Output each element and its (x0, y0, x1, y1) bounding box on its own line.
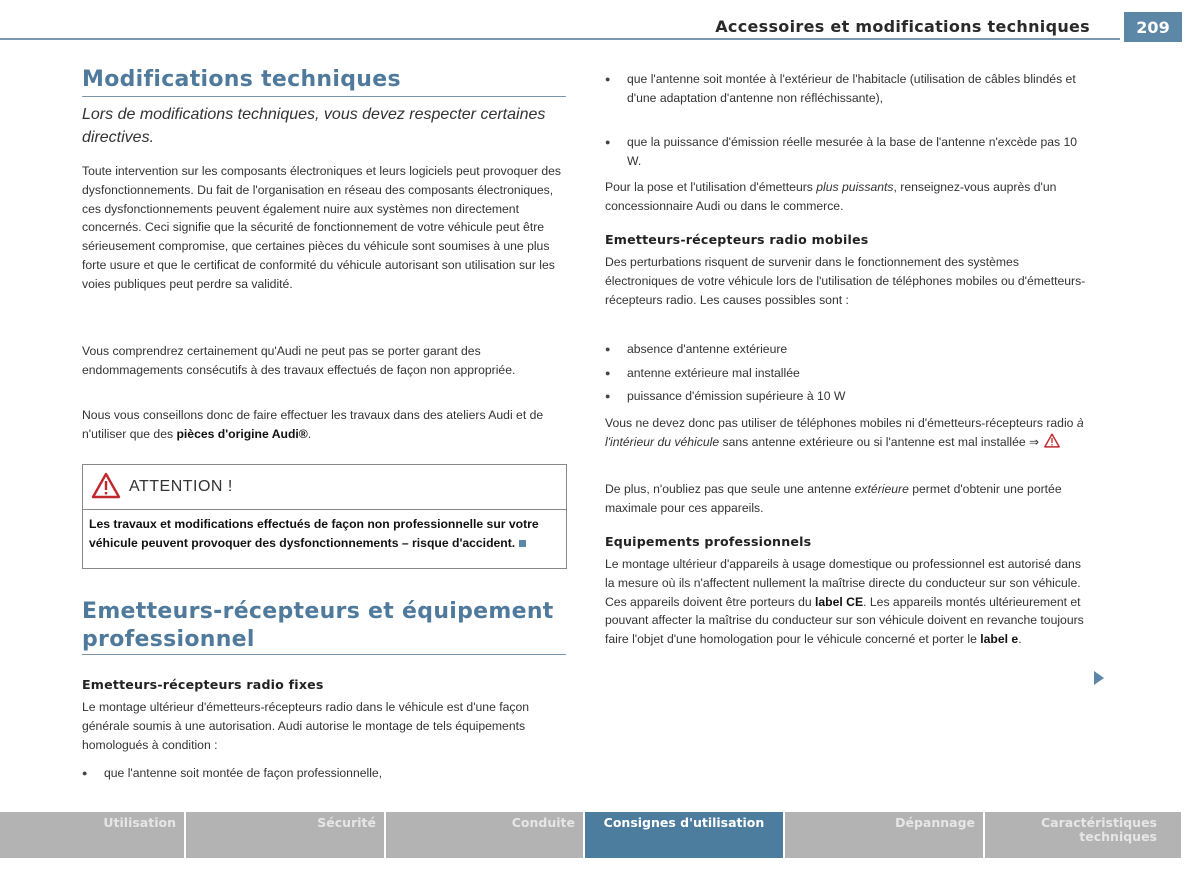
professional-c: . Les appareils montés ultérieurement et pouvant affecter la maîtrise du conducteur sur son véhicule doivent en revanche toujours faire l'objet d'une homologation pour le véhicule concerné et porter le (605, 594, 1084, 647)
paragraph-3-end: . (307, 426, 312, 441)
warning-title: ATTENTION ! (129, 478, 233, 495)
paragraph-4: Le montage ultérieur d'émetteurs-récepteurs radio dans le véhicule est d'une façon générale soumis à une autorisation. Audi autorise le montage de tels équipements homologués à condition : (82, 700, 530, 752)
external-b: permet d'obtenir une portée maximale pour ces appareils. (605, 482, 1062, 515)
tab-consignes[interactable]: Consignes d'utilisation (585, 812, 783, 858)
subheading-fixed-radio: Emetteurs-récepteurs radio fixes (82, 677, 324, 692)
dont-use-em: à l'intérieur du véhicule (605, 416, 1084, 449)
powerful-text-a: Pour la pose et l'utilisation d'émetteurs (605, 180, 817, 194)
label-e: label e (980, 632, 1019, 647)
paragraph-powerful-emitters (605, 178, 1089, 216)
paragraph-external-antenna (605, 480, 1089, 518)
page-number: 209 (1124, 12, 1182, 42)
paragraph-professional (605, 555, 1089, 649)
tab-utilisation[interactable]: Utilisation (0, 812, 184, 858)
subheading-mobile-radio: Emetteurs-récepteurs radio mobiles (605, 232, 869, 247)
section-heading-emitters: Emetteurs-récepteurs et équipement professionnel (82, 599, 554, 652)
bullet-power-limit: ● que la puissance d'émission réelle mesurée à la base de l'antenne n'excède pas 10 W. (605, 133, 1089, 171)
external-a: De plus, n'oubliez pas que seule une antenne (605, 482, 855, 496)
bullet-antenna-outside: ● que l'antenne soit montée à l'extérieur de l'habitacle (utilisation de câbles blindés et d'une adaptation d'antenne non réfléchissante), (605, 70, 1089, 108)
bullet-no-antenna: ● absence d'antenne extérieure (605, 340, 1089, 359)
paragraph-2: Vous comprendrez certainement qu'Audi ne peut pas se porter garant des endommagements consécutifs à des travaux effectués de façon non appropriée. (82, 344, 516, 377)
paragraph-dont-use (605, 414, 1089, 452)
tab-securite[interactable]: Sécurité (186, 812, 384, 858)
left-column-lower (82, 0, 566, 800)
paragraph-3-text: Nous vous conseillons donc de faire effectuer les travaux dans des ateliers Audi et de n'utiliser que des (82, 408, 544, 441)
powerful-text-em: plus puissants (816, 180, 894, 194)
label-ce: label CE (815, 594, 864, 609)
warning-text: Les travaux et modifications effectués de façon non professionnelle sur votre véhicule peuvent provoquer des dysfonctionnements – risque d'accident. (89, 517, 539, 550)
bullet-high-power: ● puissance d'émission supérieure à 10 W (605, 387, 1089, 406)
paragraph-disturbances: Des perturbations risquent de survenir dans le fonctionnement des systèmes électroniques de votre véhicule lors de l'utilisation de téléphones mobiles ou d'émetteurs-récepteurs radio. Les causes possibles sont : (605, 255, 1086, 307)
right-column (605, 0, 1089, 800)
external-em: extérieure (854, 482, 909, 496)
heading-rule-2 (82, 654, 566, 655)
dont-use-b: sans antenne extérieure ou si l'antenne est mal installée ⇒ (719, 434, 1043, 449)
paragraph-1: Toute intervention sur les composants électroniques et leurs logiciels peut provoquer des dysfonctionnements. Du fait de l'organisation en réseau des composants électroniques, ces dysfonctionnements peuvent également nuire aux systèmes non directement concernés. Ceci signifie que la sécurité de fonctionnement de votre véhicule peut être sérieusement compromise, que certaines pièces du véhicule sont soumises à une plus forte usure et que le certificat de conformité du véhicule autorisant son utilisation sur les voies publiques peut perdre sa validité. (82, 164, 561, 291)
tab-depannage[interactable]: Dépannage (785, 812, 983, 858)
bullet-professional-mount: ● que l'antenne soit montée de façon professionnelle, (82, 764, 566, 783)
genuine-parts-text: pièces d'origine Audi® (176, 426, 308, 441)
tab-caracteristiques[interactable]: Caractéristiques techniques (985, 812, 1181, 858)
dont-use-a: Vous ne devez donc pas utiliser de téléphones mobiles ni d'émetteurs-récepteurs radio (605, 416, 1077, 430)
professional-e: . (1018, 632, 1022, 647)
tab-conduite[interactable]: Conduite (386, 812, 583, 858)
footer-nav (0, 812, 1200, 858)
professional-a: Le montage ultérieur d'appareils à usage domestique ou professionnel est autorisé dans la mesure où ils n'affectent nullement la maîtrise directe du conducteur sur son véhicule. Ces appareils doivent être porteurs du (605, 557, 1081, 609)
powerful-text-b: , renseignez-vous auprès d'un concessionnaire Audi ou dans le commerce. (605, 180, 1057, 213)
header-title: Accessoires et modifications techniques (715, 17, 1090, 36)
subheading-professional-equipment: Equipements professionnels (605, 534, 812, 549)
bullet-bad-antenna: ● antenne extérieure mal installée (605, 364, 1089, 383)
warning-ref-icon[interactable] (1043, 433, 1061, 448)
section-heading-modifications: Modifications techniques (82, 67, 401, 92)
continue-arrow-icon[interactable] (1094, 671, 1104, 685)
lead-text: Lors de modifications techniques, vous devez respecter certaines directives. (82, 106, 546, 146)
